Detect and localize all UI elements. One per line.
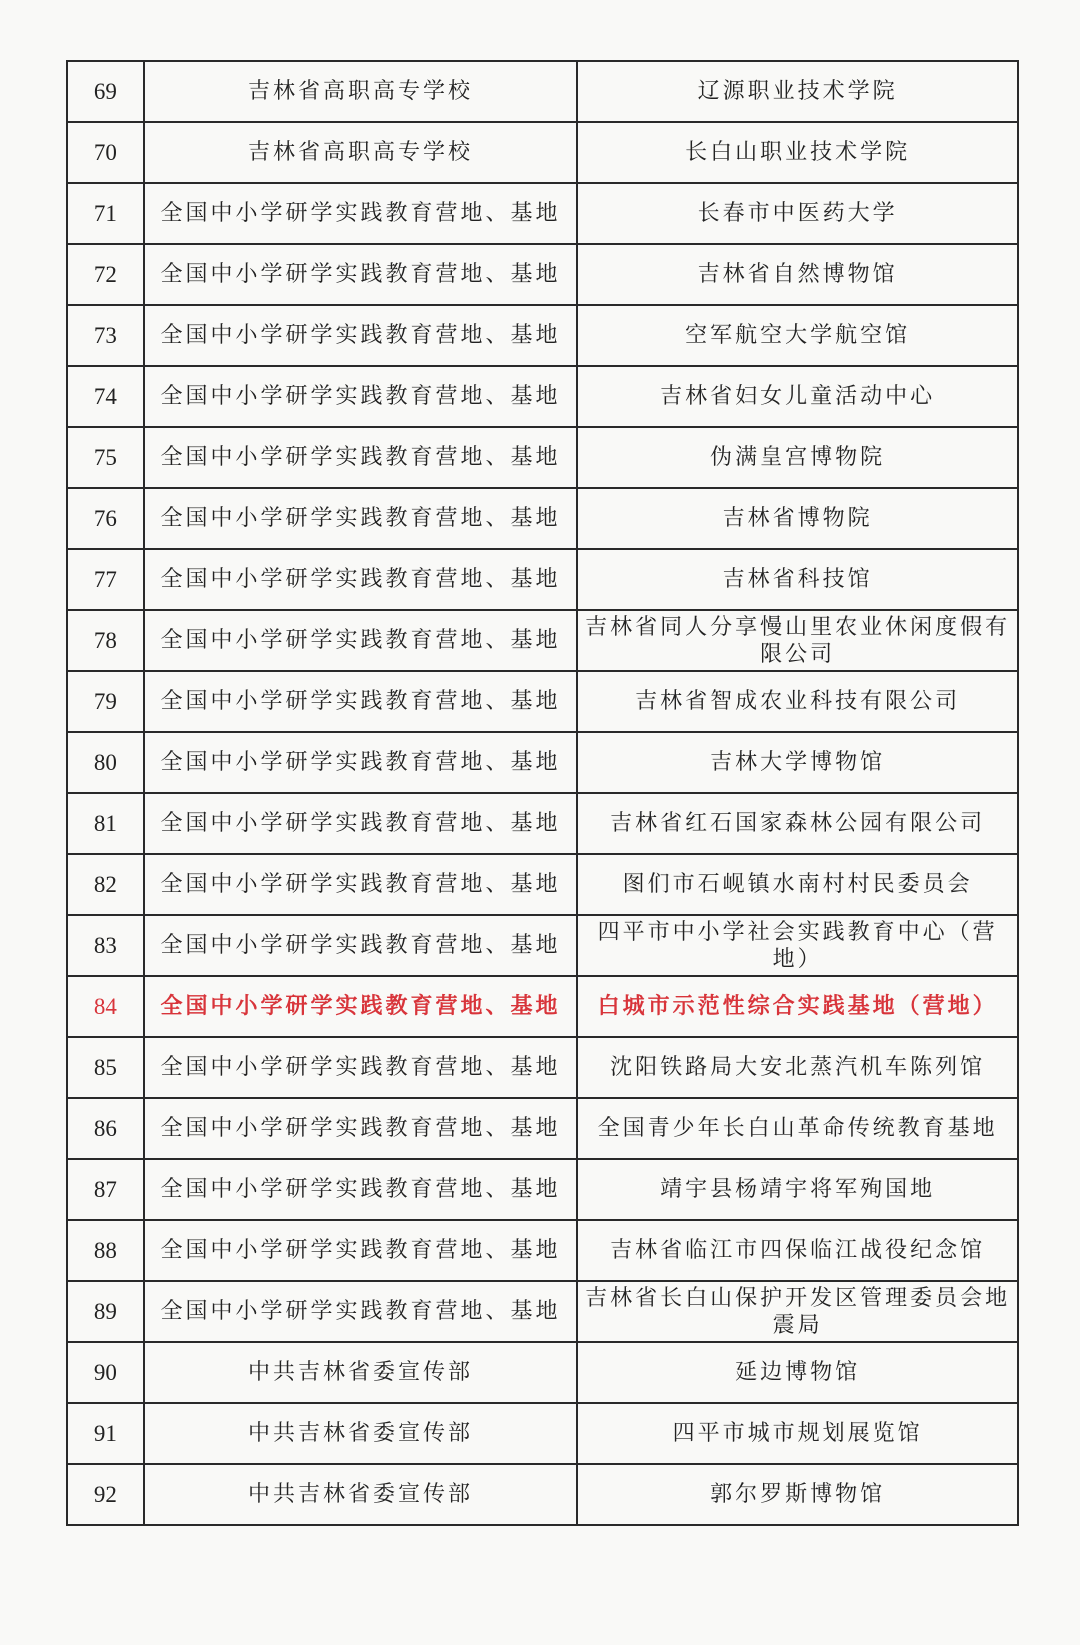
row-institution-name: 吉林省同人分享慢山里农业休闲度假有限公司: [577, 610, 1018, 671]
row-category: 全国中小学研学实践教育营地、基地: [144, 1037, 578, 1098]
row-number: 90: [67, 1342, 144, 1403]
row-category: 全国中小学研学实践教育营地、基地: [144, 488, 578, 549]
row-number: 69: [67, 61, 144, 122]
table-row: [67, 854, 1018, 915]
row-category: 中共吉林省委宣传部: [144, 1342, 578, 1403]
row-institution-name: 白城市示范性综合实践基地（营地）: [577, 976, 1018, 1037]
table-row: [67, 549, 1018, 610]
row-category: 全国中小学研学实践教育营地、基地: [144, 793, 578, 854]
row-category: 全国中小学研学实践教育营地、基地: [144, 305, 578, 366]
row-category: 全国中小学研学实践教育营地、基地: [144, 244, 578, 305]
table-row: [67, 366, 1018, 427]
row-number: 91: [67, 1403, 144, 1464]
row-institution-name: 图们市石岘镇水南村村民委员会: [577, 854, 1018, 915]
row-institution-name: 吉林省博物院: [577, 488, 1018, 549]
row-institution-name: 靖宇县杨靖宇将军殉国地: [577, 1159, 1018, 1220]
table-row: [67, 1220, 1018, 1281]
table-row: [67, 488, 1018, 549]
row-institution-name: 吉林省妇女儿童活动中心: [577, 366, 1018, 427]
row-number: 81: [67, 793, 144, 854]
row-number: 78: [67, 610, 144, 671]
row-institution-name: 空军航空大学航空馆: [577, 305, 1018, 366]
institution-table: [66, 60, 1019, 1526]
row-institution-name: 四平市城市规划展览馆: [577, 1403, 1018, 1464]
row-category: 全国中小学研学实践教育营地、基地: [144, 1220, 578, 1281]
row-number: 72: [67, 244, 144, 305]
row-institution-name: 长白山职业技术学院: [577, 122, 1018, 183]
row-institution-name: 吉林省科技馆: [577, 549, 1018, 610]
row-institution-name: 吉林省智成农业科技有限公司: [577, 671, 1018, 732]
table-row: [67, 671, 1018, 732]
row-number: 82: [67, 854, 144, 915]
row-number: 73: [67, 305, 144, 366]
row-category: 全国中小学研学实践教育营地、基地: [144, 427, 578, 488]
table-row: [67, 1464, 1018, 1525]
row-institution-name: 长春市中医药大学: [577, 183, 1018, 244]
row-institution-name: 伪满皇宫博物院: [577, 427, 1018, 488]
row-category: 全国中小学研学实践教育营地、基地: [144, 610, 578, 671]
table-row: [67, 915, 1018, 976]
row-category: 全国中小学研学实践教育营地、基地: [144, 1281, 578, 1342]
row-category: 全国中小学研学实践教育营地、基地: [144, 549, 578, 610]
row-category: 全国中小学研学实践教育营地、基地: [144, 1098, 578, 1159]
row-institution-name: 吉林省临江市四保临江战役纪念馆: [577, 1220, 1018, 1281]
row-institution-name: 吉林省长白山保护开发区管理委员会地震局: [577, 1281, 1018, 1342]
row-institution-name: 四平市中小学社会实践教育中心（营地）: [577, 915, 1018, 976]
row-number: 74: [67, 366, 144, 427]
row-number: 83: [67, 915, 144, 976]
row-number: 88: [67, 1220, 144, 1281]
table-row: [67, 61, 1018, 122]
table-row: [67, 610, 1018, 671]
row-number: 84: [67, 976, 144, 1037]
row-number: 70: [67, 122, 144, 183]
table-row: [67, 1098, 1018, 1159]
row-category: 中共吉林省委宣传部: [144, 1403, 578, 1464]
table-body: [67, 61, 1018, 1525]
row-category: 全国中小学研学实践教育营地、基地: [144, 732, 578, 793]
row-category: 全国中小学研学实践教育营地、基地: [144, 976, 578, 1037]
row-category: 全国中小学研学实践教育营地、基地: [144, 1159, 578, 1220]
table-row: [67, 1403, 1018, 1464]
table-row: [67, 427, 1018, 488]
table-row: [67, 1159, 1018, 1220]
row-number: 86: [67, 1098, 144, 1159]
row-institution-name: 郭尔罗斯博物馆: [577, 1464, 1018, 1525]
row-category: 全国中小学研学实践教育营地、基地: [144, 366, 578, 427]
row-number: 85: [67, 1037, 144, 1098]
row-number: 75: [67, 427, 144, 488]
row-category: 全国中小学研学实践教育营地、基地: [144, 183, 578, 244]
row-institution-name: 吉林省红石国家森林公园有限公司: [577, 793, 1018, 854]
row-category: 全国中小学研学实践教育营地、基地: [144, 915, 578, 976]
table-row: [67, 732, 1018, 793]
row-number: 80: [67, 732, 144, 793]
row-institution-name: 辽源职业技术学院: [577, 61, 1018, 122]
table-row: [67, 793, 1018, 854]
row-institution-name: 吉林大学博物馆: [577, 732, 1018, 793]
table-row: [67, 122, 1018, 183]
row-number: 87: [67, 1159, 144, 1220]
row-institution-name: 吉林省自然博物馆: [577, 244, 1018, 305]
row-number: 79: [67, 671, 144, 732]
row-institution-name: 全国青少年长白山革命传统教育基地: [577, 1098, 1018, 1159]
row-institution-name: 延边博物馆: [577, 1342, 1018, 1403]
table-row: [67, 244, 1018, 305]
row-category: 吉林省高职高专学校: [144, 122, 578, 183]
row-number: 89: [67, 1281, 144, 1342]
row-number: 76: [67, 488, 144, 549]
table-row: [67, 1342, 1018, 1403]
row-number: 71: [67, 183, 144, 244]
row-institution-name: 沈阳铁路局大安北蒸汽机车陈列馆: [577, 1037, 1018, 1098]
table-row: [67, 1037, 1018, 1098]
row-category: 全国中小学研学实践教育营地、基地: [144, 671, 578, 732]
table-row: [67, 183, 1018, 244]
table-row: [67, 1281, 1018, 1342]
table-row-highlighted: [67, 976, 1018, 1037]
row-number: 77: [67, 549, 144, 610]
row-category: 全国中小学研学实践教育营地、基地: [144, 854, 578, 915]
row-category: 中共吉林省委宣传部: [144, 1464, 578, 1525]
row-number: 92: [67, 1464, 144, 1525]
row-category: 吉林省高职高专学校: [144, 61, 578, 122]
table-row: [67, 305, 1018, 366]
